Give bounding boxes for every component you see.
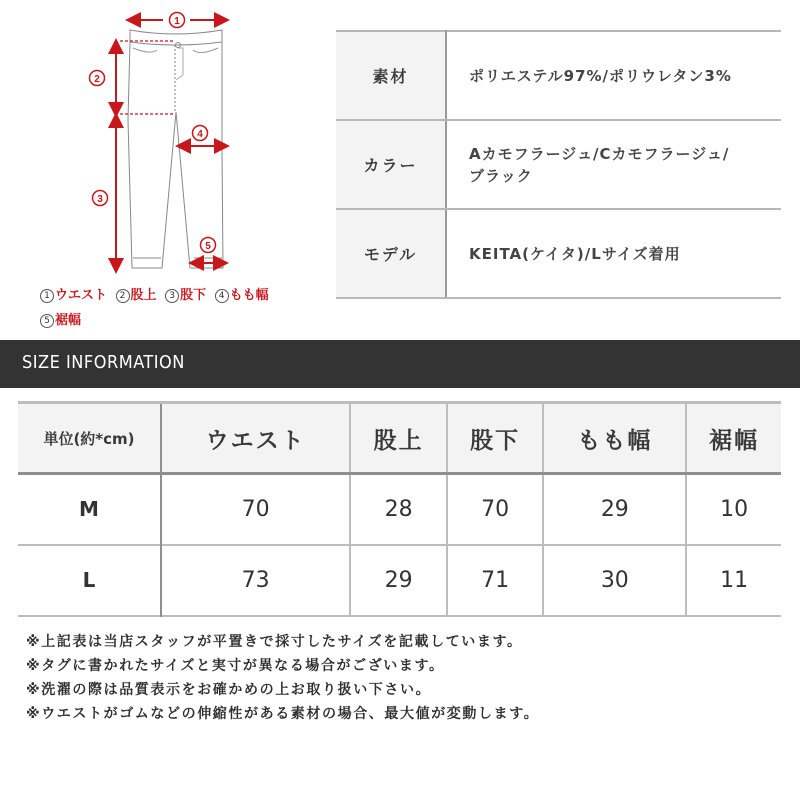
table-cell: 11 bbox=[686, 545, 781, 616]
table-cell: 71 bbox=[447, 545, 544, 616]
size-label: M bbox=[18, 474, 161, 545]
spec-row-material bbox=[336, 31, 781, 120]
table-cell: 73 bbox=[161, 545, 350, 616]
pants-illustration bbox=[0, 0, 320, 285]
legend-hem: 5 裾幅 bbox=[40, 308, 81, 333]
note-line: ※洗濯の際は品質表示をお確かめの上お取り扱い下さい。 bbox=[26, 682, 432, 698]
svg-text:3: 3 bbox=[97, 194, 103, 205]
product-spec-table bbox=[336, 30, 781, 299]
column-header-thigh: もも幅 bbox=[543, 403, 686, 474]
spec-value: ポリエステル97%/ポリウレタン3% bbox=[446, 31, 781, 120]
spec-value bbox=[446, 120, 781, 209]
legend-thigh: 4 もも幅 bbox=[215, 283, 269, 308]
table-cell: 70 bbox=[447, 474, 544, 545]
legend-inseam: 3 股下 bbox=[165, 283, 206, 308]
note-line: ※ウエストがゴムなどの伸縮性がある素材の場合、最大値が変動します。 bbox=[26, 706, 540, 722]
table-cell: 10 bbox=[686, 474, 781, 545]
spec-key: カラー bbox=[336, 120, 446, 209]
size-label: L bbox=[18, 545, 161, 616]
column-header-waist: ウエスト bbox=[161, 403, 350, 474]
note-line: ※タグに書かれたサイズと実寸が異なる場合がございます。 bbox=[26, 658, 445, 674]
note-line: ※上記表は当店スタッフが平置きで採寸したサイズを記載しています。 bbox=[26, 634, 523, 650]
table-cell: 29 bbox=[350, 545, 447, 616]
table-cell: 29 bbox=[543, 474, 686, 545]
legend-waist: 1 ウエスト bbox=[40, 283, 107, 308]
spec-value-line: ブラック bbox=[469, 166, 533, 185]
section-title: SIZE INFORMATION bbox=[22, 352, 185, 373]
column-header-unit: 単位(約*cm) bbox=[18, 403, 161, 474]
size-information-banner bbox=[0, 340, 800, 388]
spec-row-color bbox=[336, 120, 781, 209]
svg-text:1: 1 bbox=[174, 16, 180, 27]
column-header-rise: 股上 bbox=[350, 403, 447, 474]
spec-value-line: Aカモフラージュ/Cカモフラージュ/ bbox=[469, 144, 730, 163]
column-header-hem: 裾幅 bbox=[686, 403, 781, 474]
svg-text:5: 5 bbox=[205, 241, 211, 252]
spec-value: KEITA(ケイタ)/Lサイズ着用 bbox=[446, 209, 781, 298]
svg-text:4: 4 bbox=[197, 129, 203, 140]
size-table bbox=[18, 401, 781, 617]
table-cell: 30 bbox=[543, 545, 686, 616]
table-row bbox=[18, 545, 781, 616]
size-table-header bbox=[18, 403, 781, 474]
measurement-legend bbox=[40, 283, 330, 333]
measurement-diagram bbox=[0, 0, 320, 335]
column-header-inseam: 股下 bbox=[447, 403, 544, 474]
table-row bbox=[18, 474, 781, 545]
table-cell: 28 bbox=[350, 474, 447, 545]
spec-row-model bbox=[336, 209, 781, 298]
svg-text:2: 2 bbox=[94, 74, 100, 85]
spec-key: 素材 bbox=[336, 31, 446, 120]
spec-key: モデル bbox=[336, 209, 446, 298]
size-notes bbox=[26, 630, 539, 726]
table-cell: 70 bbox=[161, 474, 350, 545]
legend-rise: 2 股上 bbox=[116, 283, 157, 308]
